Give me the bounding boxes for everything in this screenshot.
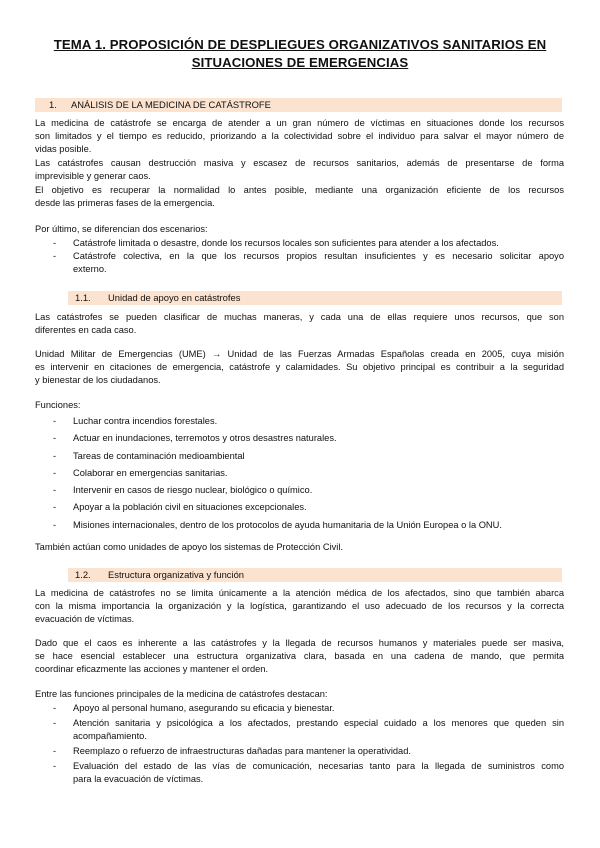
list-item: - Apoyo al personal humano, asegurando su eficacia y bienestar.	[53, 703, 335, 713]
main-functions-list	[35, 702, 564, 787]
section-1-2-title: Estructura organizativa y función	[108, 569, 245, 580]
document-title	[30, 36, 570, 72]
list-item: - Apoyar a la población civil en situaciones excepcionales.	[53, 502, 307, 513]
title-line-2: SITUACIONES DE EMERGENCIAS	[191, 55, 409, 70]
s12-paragraph-3: Entre las funciones principales de la medicina de catástrofes destacan:	[35, 689, 328, 699]
section-1-1-title: Unidad de apoyo en catástrofes	[108, 292, 241, 303]
s11-paragraph-4: También actúan como unidades de apoyo los sistemas de Protección Civil.	[35, 542, 343, 552]
list-item: - Catástrofe limitada o desastre, donde los recursos locales son suficientes para atender a los afectados.	[53, 238, 499, 248]
s11-functions-label: Funciones:	[35, 400, 81, 410]
section-1-heading	[35, 98, 562, 112]
intro-paragraph-3: El objetivo es recuperar la normalidad lo antes posible, mediante una organización eficiente de los recursos desde las primeras fases de la emergencia.	[35, 185, 564, 209]
intro-paragraph-4: Por último, se diferencian dos escenarios:	[35, 224, 208, 234]
section-1-2-number: 1.2.	[75, 569, 91, 580]
list-item: - Evaluación del estado de las vías de comunicación, necesarias tanto para la llegada de suministros como para la evacuación de víctimas.	[53, 761, 564, 785]
scenario-list	[35, 237, 564, 277]
section-1-1-heading	[68, 291, 562, 305]
s11-paragraph-1: Las catástrofes se pueden clasificar de muchas maneras, y cada una de ellas requiere unos recursos, que son diferentes en cada caso.	[35, 312, 564, 336]
section-1-1-number: 1.1.	[75, 292, 91, 303]
section-1-2-heading	[68, 568, 562, 582]
functions-list	[35, 413, 564, 534]
list-item: - Tareas de contaminación medioambiental	[53, 450, 245, 461]
section-1-number: 1.	[49, 99, 57, 110]
intro-paragraph-2: Las catástrofes causan destrucción masiva y escasez de recursos sanitarios, además de presentarse de forma imprevisible y generar caos.	[35, 158, 564, 182]
list-item: - Misiones internacionales, dentro de los protocolos de ayuda humanitaria de la Unión Europea o la ONU.	[53, 519, 502, 530]
s11-paragraph-2: Unidad Militar de Emergencias (UME) → Unidad de las Fuerzas Armadas Españolas creada en 2005, cuya misión es intervenir en citaciones de emergencia, catástrofe y calamidades. Su objetivo principal es contribuir a la seguridad y bienestar de los ciudadanos.	[35, 349, 564, 386]
title-line-1: TEMA 1. PROPOSICIÓN DE DESPLIEGUES ORGANIZATIVOS SANITARIOS EN	[53, 37, 547, 52]
section-1-title: ANÁLISIS DE LA MEDICINA DE CATÁSTROFE	[71, 99, 271, 110]
list-item: - Luchar contra incendios forestales.	[53, 416, 218, 426]
list-item: - Catástrofe colectiva, en la que los recursos propios resultan insuficientes y es necesario solicitar apoyo externo.	[53, 251, 564, 275]
list-item: - Reemplazo o refuerzo de infraestructuras dañadas para mantener la operatividad.	[53, 746, 411, 757]
s12-paragraph-1: La medicina de catástrofes no se limita únicamente a la atención médica de los afectados, sino que también abarca con la misma importancia la organización y la logística, garantizando el uso adecuado de los recursos y la correcta evacuación de víctimas.	[35, 588, 564, 625]
list-item: - Actuar en inundaciones, terremotos y otros desastres naturales.	[53, 433, 337, 444]
list-item: - Atención sanitaria y psicológica a los afectados, prestando especial cuidado a los menores que queden sin acompañamiento.	[53, 718, 564, 742]
list-item: - Intervenir en casos de riesgo nuclear, biológico o químico.	[53, 485, 313, 496]
list-item: - Colaborar en emergencias sanitarias.	[53, 467, 228, 478]
intro-paragraph-1: La medicina de catástrofe se encarga de atender a un gran número de víctimas en situaciones donde los recursos son limitados y el tiempo es reducido, priorizando a la colectividad sobre el individuo para salvar el mayor número de vidas posible.	[35, 118, 564, 155]
s12-paragraph-2: Dado que el caos es inherente a las catástrofes y la llegada de recursos humanos y materiales puede ser masiva, se hace esencial establecer una estructura organizativa clara, basada en una cadena de mando, que permita coordinar eficazmente las acciones y mantener el orden.	[35, 638, 564, 675]
